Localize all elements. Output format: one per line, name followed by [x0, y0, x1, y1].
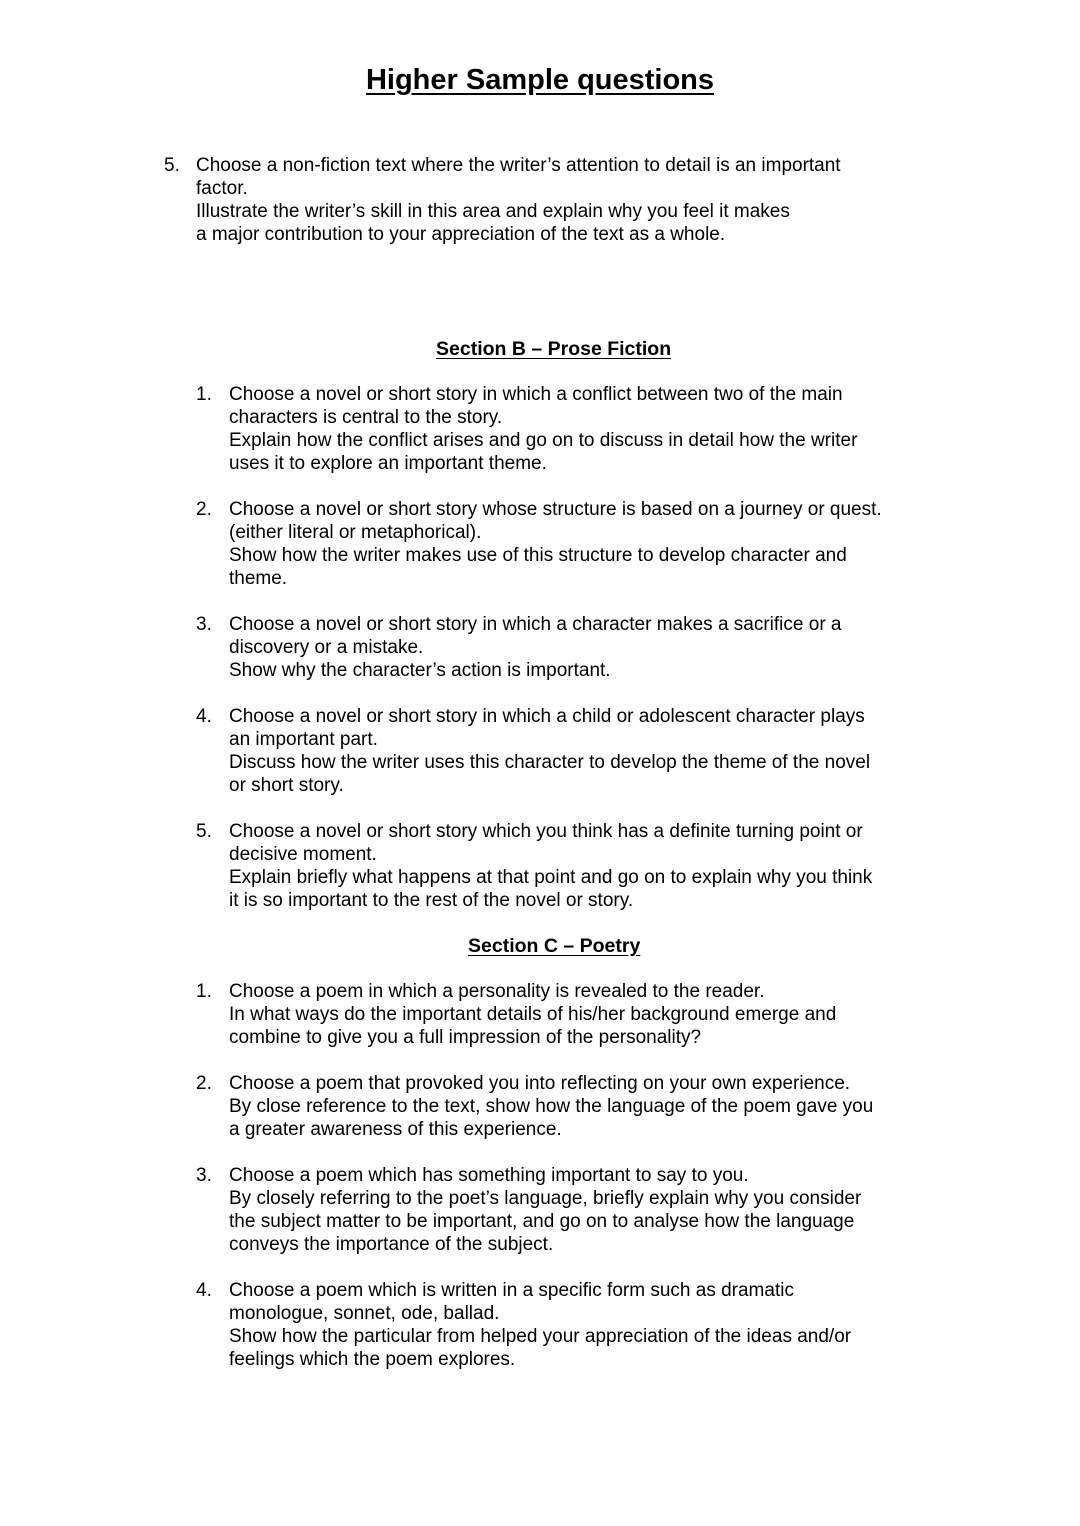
question-text: [229, 1164, 861, 1256]
question-text: [229, 705, 870, 797]
question-line: Choose a novel or short story in which a child or adolescent character plays: [229, 706, 865, 727]
question-number: 4.: [196, 706, 212, 727]
question-c3: [196, 1164, 1026, 1260]
question-text: [229, 1279, 851, 1371]
question-number: 2.: [196, 499, 212, 520]
question-number: 1.: [196, 981, 212, 1002]
question-number: 1.: [196, 384, 212, 405]
question-number: 4.: [196, 1280, 212, 1301]
question-text: [229, 820, 872, 912]
question-line: Show how the writer makes use of this structure to develop character and: [229, 545, 847, 566]
question-line: Choose a novel or short story whose structure is based on a journey or quest.: [229, 499, 882, 520]
question-line: or short story.: [229, 775, 344, 796]
question-line: factor.: [196, 178, 248, 199]
question-line: By close reference to the text, show how the language of the poem gave you: [229, 1096, 874, 1117]
question-line: it is so important to the rest of the novel or story.: [229, 890, 634, 911]
question-line: a greater awareness of this experience.: [229, 1119, 562, 1140]
question-number: 5.: [196, 821, 212, 842]
question-line: Choose a poem which has something important to say to you.: [229, 1165, 749, 1186]
question-text: [229, 498, 882, 590]
question-b3: [196, 613, 1026, 685]
question-line: Choose a poem that provoked you into reflecting on your own experience.: [229, 1073, 851, 1094]
question-line: Show why the character’s action is important.: [229, 660, 611, 681]
question-line: Show how the particular from helped your appreciation of the ideas and/or: [229, 1326, 852, 1347]
question-line: Choose a non-fiction text where the writer’s attention to detail is an important: [196, 155, 841, 176]
question-number: 3.: [196, 614, 212, 635]
question-line: theme.: [229, 568, 288, 589]
question-b4: [196, 705, 1026, 801]
question-line: Illustrate the writer’s skill in this area and explain why you feel it makes: [196, 201, 790, 222]
question-line: Choose a novel or short story which you think has a definite turning point or: [229, 821, 863, 842]
question-text: [229, 1072, 873, 1141]
question-number: 5.: [164, 155, 180, 176]
question-line: In what ways do the important details of his/her background emerge and: [229, 1004, 837, 1025]
question-text: [229, 383, 857, 475]
question-line: Choose a novel or short story in which a character makes a sacrifice or a: [229, 614, 842, 635]
section-c-heading: Section C – Poetry: [468, 935, 641, 957]
page-title: Higher Sample questions: [365, 64, 715, 96]
section-b-heading: Section B – Prose Fiction: [436, 338, 672, 360]
question-text: [229, 613, 842, 682]
question-line: uses it to explore an important theme.: [229, 453, 547, 474]
question-line: Choose a novel or short story in which a conflict between two of the main: [229, 384, 843, 405]
question-line: Explain how the conflict arises and go on to discuss in detail how the writer: [229, 430, 858, 451]
question-text: [229, 980, 836, 1049]
question-c4: [196, 1279, 1026, 1375]
question-line: decisive moment.: [229, 844, 377, 865]
question-c2: [196, 1072, 1026, 1144]
question-number: 2.: [196, 1073, 212, 1094]
question-line: the subject matter to be important, and go on to analyse how the language: [229, 1211, 855, 1232]
question-line: (either literal or metaphorical).: [229, 522, 482, 543]
question-text: [196, 154, 841, 246]
question-line: an important part.: [229, 729, 378, 750]
question-number: 3.: [196, 1165, 212, 1186]
question-line: Discuss how the writer uses this character to develop the theme of the novel: [229, 752, 871, 773]
question-line: discovery or a mistake.: [229, 637, 424, 658]
question-line: conveys the importance of the subject.: [229, 1234, 554, 1255]
question-c1: [196, 980, 1026, 1052]
question-line: monologue, sonnet, ode, ballad.: [229, 1303, 500, 1324]
question-line: feelings which the poem explores.: [229, 1349, 516, 1370]
question-line: By closely referring to the poet’s language, briefly explain why you consider: [229, 1188, 862, 1209]
question-line: combine to give you a full impression of the personality?: [229, 1027, 702, 1048]
question-line: a major contribution to your appreciation of the text as a whole.: [196, 224, 726, 245]
question-line: Choose a poem which is written in a specific form such as dramatic: [229, 1280, 794, 1301]
question-line: characters is central to the story.: [229, 407, 503, 428]
question-b1: [196, 383, 1026, 479]
question-line: Explain briefly what happens at that point and go on to explain why you think: [229, 867, 873, 888]
question-a5: [164, 154, 1024, 254]
question-b5: [196, 820, 1026, 916]
question-b2: [196, 498, 1026, 594]
question-line: Choose a poem in which a personality is revealed to the reader.: [229, 981, 765, 1002]
